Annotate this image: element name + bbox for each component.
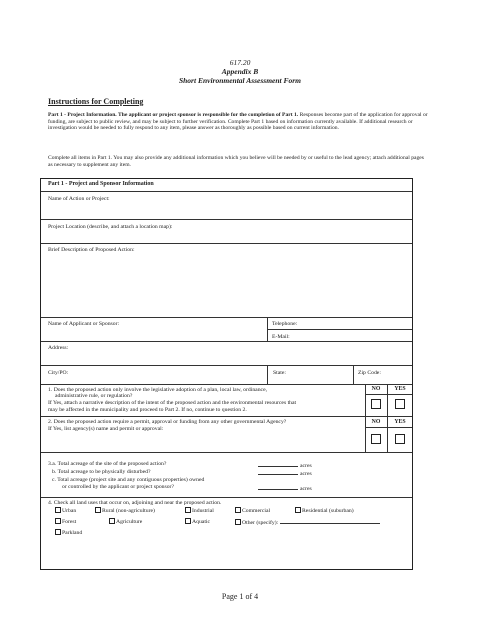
q3c-label-line1: c. Total acreage (project site and any contiguous properties) owned (52, 477, 205, 483)
parkland-label: Parkland (62, 530, 83, 536)
industrial-label: Industrial (192, 508, 214, 514)
q2-line2: If Yes, list agency(s) name and permit or approval: (48, 426, 164, 432)
other-checkbox[interactable] (235, 519, 241, 525)
land-use-agriculture[interactable] (109, 518, 142, 526)
parkland-checkbox[interactable] (55, 529, 61, 535)
residential-label: Residential (suburban) (302, 508, 354, 514)
land-use-other[interactable] (235, 518, 382, 527)
q1-yes-checkbox[interactable] (395, 399, 405, 409)
brief-description-label: Brief Description of Proposed Action: (48, 247, 135, 253)
q3b-input[interactable] (258, 469, 298, 475)
page-number: Page 1 of 4 (221, 592, 259, 601)
residential-checkbox[interactable] (295, 507, 301, 513)
city-label: City/PO: (48, 370, 69, 376)
applicant-name-label: Name of Applicant or Sponsor: (48, 321, 120, 327)
q2-line1: 2. Does the proposed action require a permit, approval or funding from any other governmental Agency? (48, 419, 287, 425)
other-specify-input[interactable] (280, 518, 380, 524)
land-use-rural[interactable] (95, 507, 155, 515)
q1-line4: may be affected in the municipality and proceed to Part 2. If no, continue to question 2. (48, 407, 247, 413)
part1-lead: Part 1 - Project Information. The applicant or project sponsor is responsible for the completion of Part 1. (48, 112, 299, 118)
part1-title: Part 1 - Project and Sponsor Information (48, 181, 154, 187)
q2-no-checkbox[interactable] (371, 434, 381, 444)
q1-yes-label: YES (394, 386, 406, 392)
name-of-action-label: Name of Action or Project: (48, 196, 110, 202)
q2-yes-checkbox[interactable] (395, 434, 405, 444)
q1-no-checkbox[interactable] (371, 399, 381, 409)
q2-yes-label: YES (394, 419, 406, 425)
address-label: Address: (48, 345, 69, 351)
email-label: E-Mail: (272, 334, 290, 340)
q3a-input[interactable] (258, 461, 298, 467)
part1-form (40, 178, 413, 570)
telephone-label: Telephone: (272, 321, 298, 327)
aquatic-label: Aquatic (192, 519, 211, 525)
part1-instructions (48, 112, 428, 132)
q3c-label-line2: or controlled by the applicant or project sponsor? (62, 484, 174, 490)
complete-all-text: Complete all items in Part 1. You may also provide any additional information which you believe will be needed by or useful to the lead agency; attach additional pages as necessary to supplement any item. (48, 155, 424, 168)
urban-checkbox[interactable] (55, 507, 61, 513)
q1-no-label: NO (371, 386, 381, 392)
aquatic-checkbox[interactable] (185, 518, 191, 524)
section-number: 617.20 (229, 58, 251, 67)
instructions-title: Instructions for Completing (48, 97, 144, 106)
urban-label: Urban (62, 508, 77, 514)
land-use-forest[interactable] (55, 518, 76, 526)
project-location-label: Project Location (describe, and attach a location map): (48, 224, 173, 230)
q3b-acres[interactable] (258, 469, 312, 478)
acres-unit: acres (300, 471, 312, 477)
other-label: Other (specify): (242, 520, 279, 526)
rural-label: Rural (non-agriculture) (102, 508, 155, 514)
industrial-checkbox[interactable] (185, 507, 191, 513)
q1-line3: If Yes, attach a narrative description of the intent of the proposed action and the environmental resources that (48, 400, 297, 406)
part1-text: Responses become part of the application for approval or funding, are subject to public review, and may be subject to further verification. Complete Part 1 based on information currently available. If additional research or investigation would be needed to fully respond to any item, please answer as thoroughly as possible based on current information. (48, 112, 428, 132)
forest-label: Forest (62, 519, 77, 525)
acres-unit: acres (300, 463, 312, 469)
agriculture-label: Agriculture (116, 519, 143, 525)
q3c-acres[interactable] (258, 484, 312, 493)
q1-line1: 1. Does the proposed action only involve the legislative adoption of a plan, local law, ordinance, (48, 387, 268, 393)
zip-label: Zip Code: (358, 370, 381, 376)
land-use-industrial[interactable] (185, 507, 214, 515)
agriculture-checkbox[interactable] (109, 518, 115, 524)
land-use-parkland[interactable] (55, 529, 82, 537)
land-use-residential[interactable] (295, 507, 354, 515)
q3c-input[interactable] (258, 484, 298, 490)
q3a-label: 3.a. Total acreage of the site of the proposed action? (48, 461, 167, 467)
q4-label: 4. Check all land uses that occur on, adjoining and near the proposed action. (48, 500, 222, 506)
rural-checkbox[interactable] (95, 507, 101, 513)
forest-checkbox[interactable] (55, 518, 61, 524)
q2-no-label: NO (371, 419, 381, 425)
land-use-commercial[interactable] (235, 507, 270, 515)
state-label: State: (273, 370, 286, 376)
acres-unit: acres (300, 486, 312, 492)
commercial-checkbox[interactable] (235, 507, 241, 513)
q3b-label: b. Total acreage to be physically disturbed? (52, 469, 151, 475)
form-title: Short Environmental Assessment Form (178, 76, 302, 85)
appendix-label: Appendix B (221, 67, 259, 76)
commercial-label: Commercial (242, 508, 271, 514)
q1-line2: administrative rule, or regulation? (55, 393, 133, 399)
land-use-urban[interactable] (55, 507, 76, 515)
land-use-aquatic[interactable] (185, 518, 210, 526)
